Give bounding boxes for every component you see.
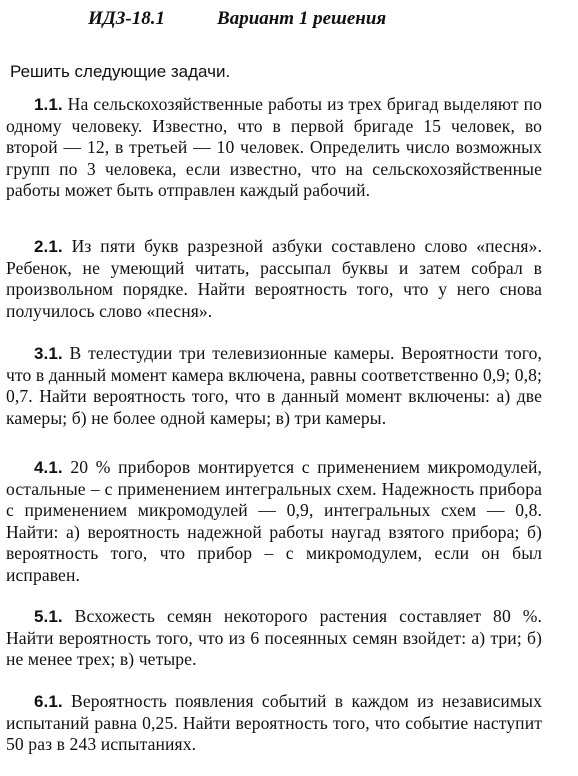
intro-text: Решить следующие задачи. [10, 62, 231, 81]
task-3-1 [6, 343, 542, 429]
task-2-1 [6, 236, 542, 322]
task-1-1 [6, 94, 542, 202]
task-number: 4.1. [34, 458, 63, 477]
assignment-title: ИДЗ-18.1 [88, 8, 166, 29]
task-number: 1.1. [34, 95, 63, 114]
task-text: Всхожесть семян некоторого растения составляет 80 %. Найти вероятность того, что из 6 посеянных семян взойдет: а) три; б) не менее трех; в) четыре. [6, 606, 542, 670]
page-header [88, 8, 386, 30]
task-text: Из пяти букв разрезной азбуки составлено слово «песня». Ребенок, не умеющий читать, рассыпал буквы и затем собрал в произвольном порядке. Найти вероятность того, что у него снова получилось слово «песня». [6, 236, 543, 321]
task-number: 3.1. [34, 344, 63, 363]
task-text: В телестудии три телевизионные камеры. Вероятности того, что в данный момент камера включена, равны соответственно 0,9; 0,8; 0,7. Найти вероятность того, что в данный момент включены: а) две камеры; б) не более одной камеры; в) три камеры. [6, 343, 543, 428]
task-number: 2.1. [34, 237, 63, 256]
variant-title: Вариант 1 решения [217, 8, 387, 29]
task-4-1 [6, 457, 542, 587]
task-text: Вероятность появления событий в каждом из независимых испытаний равна 0,25. Найти вероятность того, что событие наступит 50 раз в 243 испытаниях. [6, 691, 542, 755]
task-6-1 [6, 691, 542, 756]
task-number: 6.1. [34, 692, 63, 711]
task-number: 5.1. [34, 607, 63, 626]
task-text: 20 % приборов монтируется с применением микромодулей, остальные – с применением интегральных схем. Надежность прибора с применением микромодулей — 0,9, интегральных схем — 0,8. Найти: а) вероятность надежной работы наугад взятого прибора; б) вероятность того, что прибор – с микромодулем, если он был исправен. [6, 457, 543, 585]
task-text: На сельскохозяйственные работы из трех бригад выделяют по одному человеку. Известно, что в первой бригаде 15 человек, во второй — 12, в третьей — 10 человек. Определить число возможных групп по 3 человека, если известно, что на сельскохозяйственные работы может быть отправлен каждый рабочий. [6, 94, 542, 201]
task-5-1 [6, 606, 542, 671]
